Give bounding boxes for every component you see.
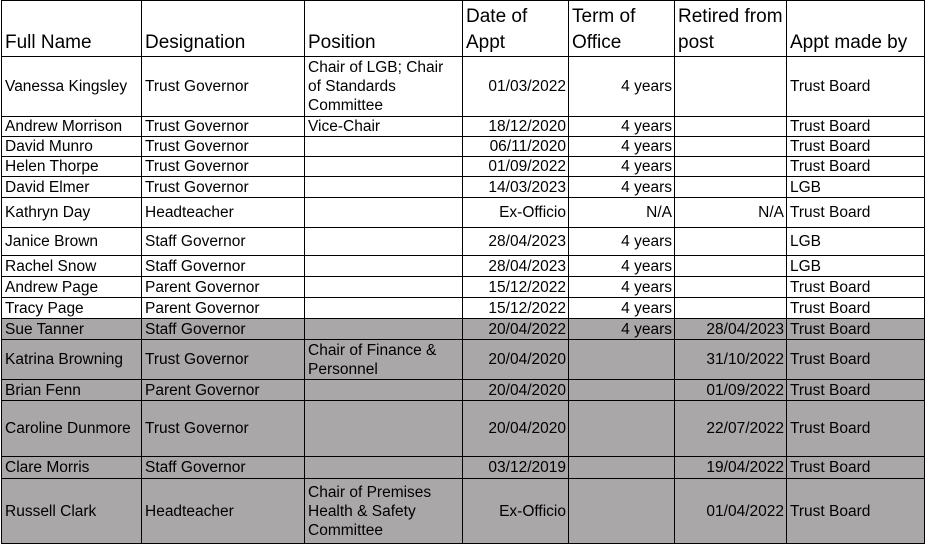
cell-appt-made-by: Trust Board xyxy=(787,319,925,340)
cell-full-name: Katrina Browning xyxy=(2,340,142,380)
cell-retired-from-post: 01/04/2022 xyxy=(675,479,787,544)
cell-term-of-office: 4 years xyxy=(569,298,675,319)
cell-designation: Parent Governor xyxy=(142,380,305,401)
table-row xyxy=(2,198,925,228)
cell-term-of-office: N/A xyxy=(569,198,675,228)
header-full-name: Full Name xyxy=(2,1,142,57)
cell-position xyxy=(305,380,463,401)
cell-retired-from-post xyxy=(675,277,787,298)
cell-appt-made-by: Trust Board xyxy=(787,340,925,380)
cell-date-of-appt: 15/12/2022 xyxy=(463,298,569,319)
cell-date-of-appt: 01/09/2022 xyxy=(463,157,569,177)
cell-position: Vice-Chair xyxy=(305,117,463,137)
cell-appt-made-by: Trust Board xyxy=(787,277,925,298)
table-body xyxy=(2,57,925,544)
cell-designation: Headteacher xyxy=(142,198,305,228)
cell-designation: Trust Governor xyxy=(142,57,305,117)
cell-appt-made-by: LGB xyxy=(787,228,925,256)
cell-date-of-appt: 20/04/2020 xyxy=(463,380,569,401)
cell-position xyxy=(305,256,463,277)
cell-designation: Trust Governor xyxy=(142,157,305,177)
cell-full-name: Helen Thorpe xyxy=(2,157,142,177)
cell-term-of-office xyxy=(569,401,675,457)
table-row xyxy=(2,117,925,137)
cell-retired-from-post xyxy=(675,157,787,177)
cell-term-of-office: 4 years xyxy=(569,137,675,157)
header-date-of-appt: Date of Appt xyxy=(463,1,569,57)
cell-appt-made-by: Trust Board xyxy=(787,137,925,157)
cell-position xyxy=(305,177,463,198)
cell-date-of-appt: 20/04/2020 xyxy=(463,340,569,380)
cell-date-of-appt: 28/04/2023 xyxy=(463,228,569,256)
cell-retired-from-post xyxy=(675,298,787,319)
cell-appt-made-by: Trust Board xyxy=(787,57,925,117)
cell-designation: Staff Governor xyxy=(142,319,305,340)
cell-term-of-office: 4 years xyxy=(569,228,675,256)
cell-designation: Staff Governor xyxy=(142,256,305,277)
cell-full-name: Clare Morris xyxy=(2,457,142,479)
cell-retired-from-post: 28/04/2023 xyxy=(675,319,787,340)
cell-appt-made-by: Trust Board xyxy=(787,117,925,137)
cell-position xyxy=(305,319,463,340)
cell-term-of-office: 4 years xyxy=(569,256,675,277)
cell-date-of-appt: Ex-Officio xyxy=(463,479,569,544)
cell-date-of-appt: 06/11/2020 xyxy=(463,137,569,157)
cell-retired-from-post: N/A xyxy=(675,198,787,228)
cell-term-of-office xyxy=(569,457,675,479)
cell-retired-from-post: 01/09/2022 xyxy=(675,380,787,401)
cell-retired-from-post xyxy=(675,117,787,137)
table-row xyxy=(2,319,925,340)
table-row xyxy=(2,457,925,479)
cell-full-name: Janice Brown xyxy=(2,228,142,256)
cell-position xyxy=(305,198,463,228)
table-row xyxy=(2,479,925,544)
cell-designation: Trust Governor xyxy=(142,137,305,157)
header-designation: Designation xyxy=(142,1,305,57)
header-term-of-office: Term of Office xyxy=(569,1,675,57)
cell-full-name: Kathryn Day xyxy=(2,198,142,228)
cell-full-name: Sue Tanner xyxy=(2,319,142,340)
cell-full-name: Andrew Page xyxy=(2,277,142,298)
cell-full-name: Brian Fenn xyxy=(2,380,142,401)
cell-designation: Trust Governor xyxy=(142,177,305,198)
cell-retired-from-post: 22/07/2022 xyxy=(675,401,787,457)
cell-appt-made-by: Trust Board xyxy=(787,380,925,401)
cell-full-name: Caroline Dunmore xyxy=(2,401,142,457)
table-row xyxy=(2,57,925,117)
cell-full-name: Rachel Snow xyxy=(2,256,142,277)
header-appt-made-by: Appt made by xyxy=(787,1,925,57)
cell-date-of-appt: 15/12/2022 xyxy=(463,277,569,298)
table-row xyxy=(2,256,925,277)
cell-retired-from-post xyxy=(675,177,787,198)
table-row xyxy=(2,298,925,319)
header-position: Position xyxy=(305,1,463,57)
cell-position: Chair of LGB; Chair of Standards Committee xyxy=(305,57,463,117)
cell-appt-made-by: Trust Board xyxy=(787,457,925,479)
cell-designation: Parent Governor xyxy=(142,298,305,319)
table-row xyxy=(2,228,925,256)
header-row xyxy=(2,1,925,57)
header-retired-from-post: Retired from post xyxy=(675,1,787,57)
cell-appt-made-by: Trust Board xyxy=(787,198,925,228)
cell-full-name: Andrew Morrison xyxy=(2,117,142,137)
cell-term-of-office: 4 years xyxy=(569,57,675,117)
table-row xyxy=(2,380,925,401)
cell-position xyxy=(305,157,463,177)
cell-position xyxy=(305,457,463,479)
cell-retired-from-post xyxy=(675,137,787,157)
table-row xyxy=(2,177,925,198)
governors-table xyxy=(1,0,925,544)
table-row xyxy=(2,340,925,380)
cell-position xyxy=(305,277,463,298)
cell-retired-from-post: 31/10/2022 xyxy=(675,340,787,380)
cell-term-of-office xyxy=(569,380,675,401)
cell-designation: Trust Governor xyxy=(142,340,305,380)
cell-retired-from-post xyxy=(675,256,787,277)
cell-appt-made-by: Trust Board xyxy=(787,157,925,177)
cell-full-name: David Elmer xyxy=(2,177,142,198)
cell-position xyxy=(305,401,463,457)
cell-date-of-appt: 14/03/2023 xyxy=(463,177,569,198)
cell-designation: Staff Governor xyxy=(142,228,305,256)
cell-date-of-appt: 01/03/2022 xyxy=(463,57,569,117)
cell-date-of-appt: 18/12/2020 xyxy=(463,117,569,137)
cell-term-of-office: 4 years xyxy=(569,277,675,298)
cell-retired-from-post xyxy=(675,228,787,256)
cell-appt-made-by: Trust Board xyxy=(787,479,925,544)
cell-date-of-appt: 28/04/2023 xyxy=(463,256,569,277)
cell-appt-made-by: Trust Board xyxy=(787,298,925,319)
cell-term-of-office xyxy=(569,340,675,380)
cell-designation: Parent Governor xyxy=(142,277,305,298)
table-row xyxy=(2,137,925,157)
cell-retired-from-post: 19/04/2022 xyxy=(675,457,787,479)
cell-designation: Headteacher xyxy=(142,479,305,544)
table-row xyxy=(2,277,925,298)
cell-designation: Trust Governor xyxy=(142,117,305,137)
cell-full-name: David Munro xyxy=(2,137,142,157)
cell-appt-made-by: LGB xyxy=(787,256,925,277)
cell-full-name: Russell Clark xyxy=(2,479,142,544)
cell-designation: Staff Governor xyxy=(142,457,305,479)
cell-full-name: Tracy Page xyxy=(2,298,142,319)
cell-date-of-appt: 03/12/2019 xyxy=(463,457,569,479)
table-row xyxy=(2,401,925,457)
cell-position: Chair of Finance & Personnel xyxy=(305,340,463,380)
cell-term-of-office: 4 years xyxy=(569,319,675,340)
cell-date-of-appt: Ex-Officio xyxy=(463,198,569,228)
cell-term-of-office: 4 years xyxy=(569,117,675,137)
cell-full-name: Vanessa Kingsley xyxy=(2,57,142,117)
cell-position xyxy=(305,298,463,319)
table-row xyxy=(2,157,925,177)
cell-appt-made-by: LGB xyxy=(787,177,925,198)
cell-term-of-office xyxy=(569,479,675,544)
cell-position: Chair of Premises Health & Safety Committee xyxy=(305,479,463,544)
cell-appt-made-by: Trust Board xyxy=(787,401,925,457)
cell-retired-from-post xyxy=(675,57,787,117)
cell-term-of-office: 4 years xyxy=(569,177,675,198)
cell-term-of-office: 4 years xyxy=(569,157,675,177)
cell-position xyxy=(305,228,463,256)
cell-position xyxy=(305,137,463,157)
cell-date-of-appt: 20/04/2020 xyxy=(463,401,569,457)
cell-designation: Trust Governor xyxy=(142,401,305,457)
cell-date-of-appt: 20/04/2022 xyxy=(463,319,569,340)
